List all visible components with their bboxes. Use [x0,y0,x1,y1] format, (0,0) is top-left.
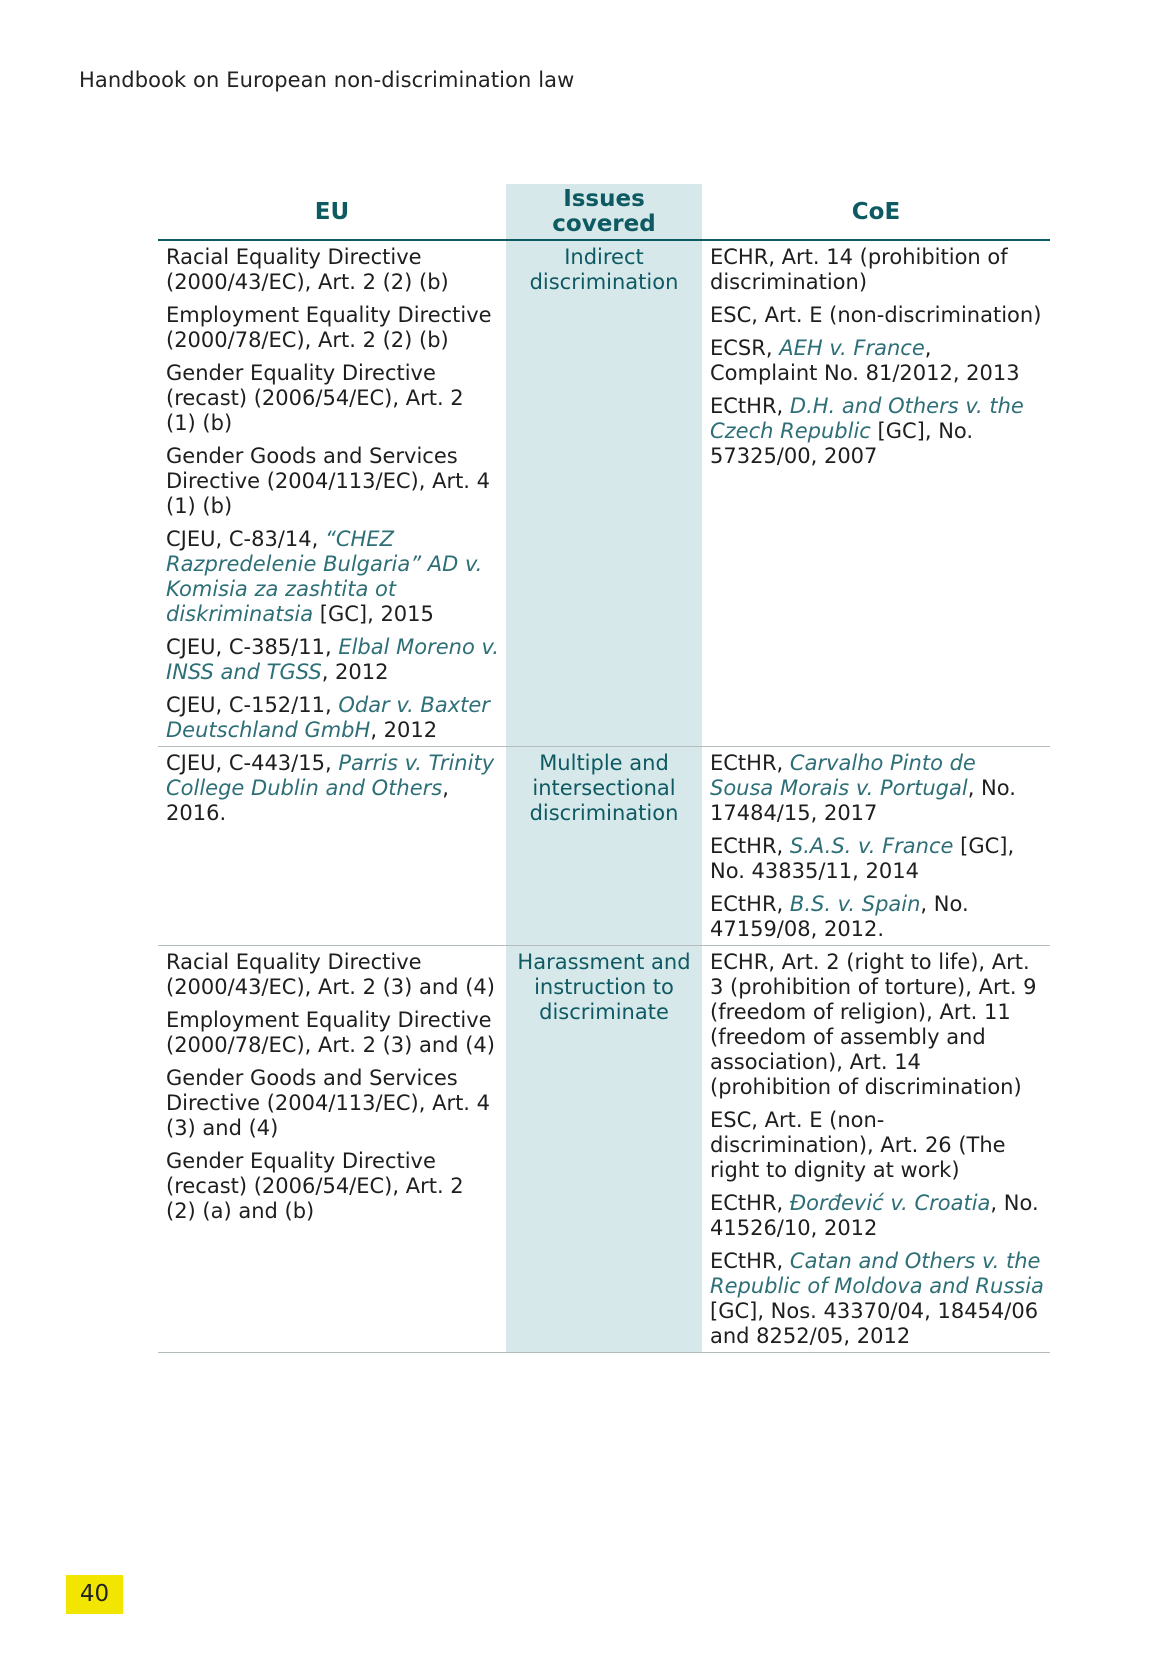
eu-reference [166,444,500,519]
page-number: 40 [66,1575,123,1614]
eu-cell [158,946,506,1353]
eu-reference [166,527,500,627]
reference-text: Employment Equality Directive (2000/78/EC), Art. 2 (2) (b) [166,303,492,352]
eu-reference [166,361,500,436]
coe-cell [702,240,1050,747]
reference-text: CJEU, C-443/15, [166,751,339,775]
reference-text: , 2012 [321,660,389,684]
reference-text: ECtHR, [710,1249,790,1273]
case-name: Elbal Moreno v. INSS and TGSS [166,635,499,684]
reference-text: , Complaint No. 81/2012, 2013 [710,336,1020,385]
case-name: Odar v. Baxter Deutschland GmbH [166,693,490,742]
reference-text: ECtHR, [710,1191,790,1215]
reference-text: ESC, Art. E (non-discrimination), Art. 26 (The right to dignity at work) [710,1108,1006,1182]
coe-reference [710,245,1044,295]
reference-text: Racial Equality Directive (2000/43/EC), Art. 2 (3) and (4) [166,950,495,999]
case-name: Đorđević v. Croatia [789,1191,991,1215]
table-row [158,946,1050,1353]
reference-text: [GC], No. 43835/11, 2014 [710,834,1015,883]
eu-reference [166,1066,500,1141]
issue-cell: Multiple and intersectional discrimination [506,747,702,946]
reference-text: ECtHR, [710,892,790,916]
eu-reference [166,693,500,743]
case-name: B.S. v. Spain [789,892,921,916]
coe-reference [710,950,1044,1100]
case-name: Catan and Others v. the Republic of Moldova and Russia [710,1249,1044,1298]
eu-reference [166,245,500,295]
coe-reference [710,336,1044,386]
case-name: “CHEZ Razpredelenie Bulgaria” AD v. Komisia za zashtita ot diskriminatsia [166,527,483,626]
case-name: Parris v. Trinity College Dublin and Others [166,751,495,800]
coe-cell [702,946,1050,1353]
reference-text: , 2012 [370,718,438,742]
case-name: AEH v. France [779,336,925,360]
eu-cell [158,240,506,747]
reference-text: [GC], 2015 [313,602,434,626]
reference-text: Gender Equality Directive (recast) (2006/54/EC), Art. 2 (1) (b) [166,361,464,435]
reference-text: , No. 41526/10, 2012 [710,1191,1039,1240]
table-header-row [158,184,1050,240]
reference-text: Gender Goods and Services Directive (2004/113/EC), Art. 4 (3) and (4) [166,1066,491,1140]
coe-reference [710,303,1044,328]
reference-text: CJEU, C-385/11, [166,635,339,659]
eu-reference [166,1008,500,1058]
eu-reference [166,751,500,826]
reference-text: , 2016. [166,776,449,825]
running-header: Handbook on European non-discrimination law [79,68,575,92]
case-name: D.H. and Others v. the Czech Republic [710,394,1024,443]
coe-reference [710,1191,1044,1241]
column-header-eu: EU [158,184,506,240]
coe-reference [710,751,1044,826]
issue-cell: Harassment and instruction to discriminate [506,946,702,1353]
coe-reference [710,1108,1044,1183]
eu-cell [158,747,506,946]
table-row [158,747,1050,946]
reference-text: ECtHR, [710,751,790,775]
eu-reference [166,635,500,685]
reference-text: ECtHR, [710,834,790,858]
eu-reference [166,950,500,1000]
reference-text: CJEU, C-152/11, [166,693,339,717]
reference-text: CJEU, C-83/14, [166,527,325,551]
eu-reference [166,1149,500,1224]
reference-text: ESC, Art. E (non-discrimination) [710,303,1042,327]
case-name: Carvalho Pinto de Sousa Morais v. Portugal [710,751,976,800]
table-body [158,240,1050,1353]
reference-text: , No. 17484/15, 2017 [710,776,1016,825]
reference-text: Gender Equality Directive (recast) (2006/54/EC), Art. 2 (2) (a) and (b) [166,1149,464,1223]
reference-text: Employment Equality Directive (2000/78/EC), Art. 2 (3) and (4) [166,1008,495,1057]
coe-reference [710,892,1044,942]
case-name: S.A.S. v. France [789,834,954,858]
reference-text: Gender Goods and Services Directive (2004/113/EC), Art. 4 (1) (b) [166,444,491,518]
reference-text: ECtHR, [710,394,790,418]
comparison-table [158,184,1050,1353]
reference-text: ECSR, [710,336,780,360]
reference-text: Racial Equality Directive (2000/43/EC), Art. 2 (2) (b) [166,245,449,294]
issue-cell: Indirect discrimination [506,240,702,747]
reference-text: [GC], No. 57325/00, 2007 [710,419,974,468]
column-header-issues: Issues covered [506,184,702,240]
reference-text: [GC], Nos. 43370/04, 18454/06 and 8252/05, 2012 [710,1299,1039,1348]
reference-text: ECHR, Art. 14 (prohibition of discrimination) [710,245,1008,294]
table-row [158,240,1050,747]
coe-reference [710,394,1044,469]
reference-text: ECHR, Art. 2 (right to life), Art. 3 (prohibition of torture), Art. 9 (freedom of religion), Art. 11 (freedom of assembly and association), Art. 14 (prohibition of discrimination) [710,950,1037,1099]
column-header-coe: CoE [702,184,1050,240]
coe-reference [710,834,1044,884]
coe-reference [710,1249,1044,1349]
reference-text: , No. 47159/08, 2012. [710,892,969,941]
coe-cell [702,747,1050,946]
eu-reference [166,303,500,353]
